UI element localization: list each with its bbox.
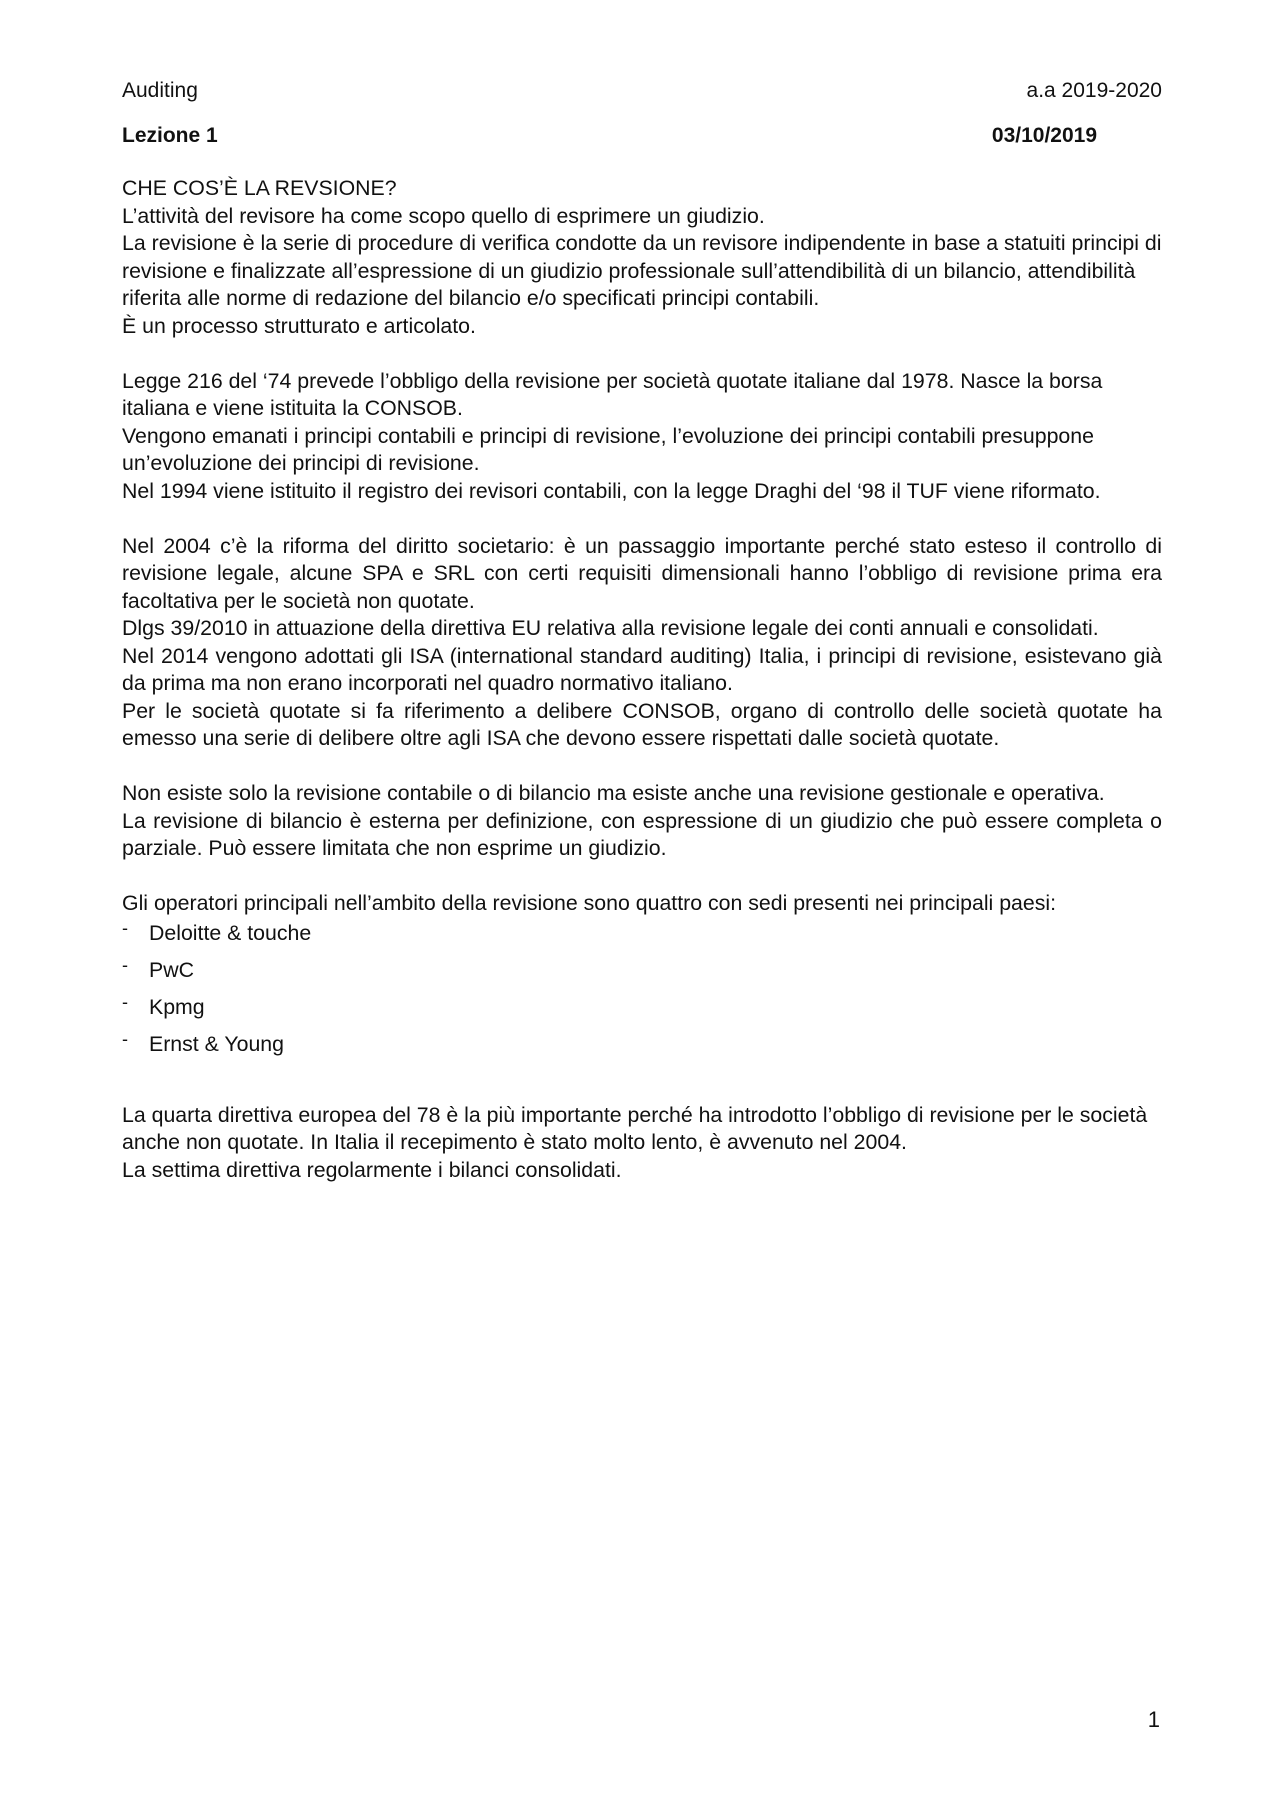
dash-marker: - [122, 991, 128, 1012]
text-line: Non esiste solo la revisione contabile o di bilancio ma esiste anche una revisione gestionale e operativa. [122, 781, 1105, 805]
list-item [122, 991, 1162, 1031]
academic-year: a.a 2019-2020 [1026, 79, 1162, 102]
text-line: Nel 2004 c’è la riforma del diritto societario: è un passaggio importante perché stato esteso il controllo di revisione legale, alcune SPA e SRL con certi requisiti dimensionali hanno l’obbligo di revisione prima era facoltativa per le società non quotate. [122, 533, 1162, 613]
lesson-title: Lezione 1 [122, 124, 218, 147]
dash-marker: - [122, 917, 128, 938]
text-line: Nel 2014 vengono adottati gli ISA (international standard auditing) Italia, i principi di revisione, esistevano già da prima ma non erano incorporati nel quadro normativo italiano. [122, 643, 1162, 695]
paragraph-types [122, 780, 1162, 863]
text-line: L’attività del revisore ha come scopo quello di esprimere un giudizio. [122, 203, 765, 228]
text-line: Nel 1994 viene istituito il registro dei revisori contabili, con la legge Draghi del ‘98 il TUF viene riformato. [122, 478, 1101, 503]
lesson-header [122, 123, 1097, 149]
list-item [122, 954, 1162, 994]
list-item [122, 917, 1162, 957]
paragraph-intro [122, 175, 1162, 340]
text-line: La revisione di bilancio è esterna per definizione, con espressione di un giudizio che può essere completa o parziale. Può essere limitata che non esprime un giudizio. [122, 808, 1162, 860]
paragraph-directives [122, 1102, 1162, 1185]
text-line: Per le società quotate si fa riferimento a delibere CONSOB, organo di controllo delle società quotate ha emesso una serie di delibere oltre agli ISA che devono essere rispettati dalle società quotate. [122, 698, 1162, 750]
firm-name: Ernst & Young [149, 1031, 284, 1056]
dash-marker: - [122, 954, 128, 975]
text-line: La revisione è la serie di procedure di verifica condotte da un revisore indipendente in base a statuiti principi di revisione e finalizzate all’espressione di un giudizio professionale sull’attendibilità di un bilancio, attendibilità riferita alle norme di redazione del bilancio e/o specificati principi contabili. [122, 231, 1162, 310]
text-line: Vengono emanati i principi contabili e principi di revisione, l’evoluzione dei principi contabili presuppone un’evoluzione dei principi di revisione. [122, 423, 1094, 475]
firm-list [122, 917, 1162, 1068]
dash-marker: - [122, 1028, 128, 1049]
text-line: Gli operatori principali nell’ambito della revisione sono quattro con sedi presenti nei principali paesi: [122, 891, 1057, 915]
firm-name: Deloitte & touche [149, 920, 312, 945]
text-line: La settima direttiva regolarmente i bilanci consolidati. [122, 1157, 622, 1182]
paragraph-reform [122, 533, 1162, 753]
list-item [122, 1028, 1162, 1068]
page-number: 1 [1147, 1707, 1160, 1732]
course-name: Auditing [122, 79, 198, 102]
section-heading: CHE COS’È LA REVSIONE? [122, 176, 397, 200]
firm-name: Kpmg [149, 994, 205, 1019]
text-line: È un processo strutturato e articolato. [122, 313, 476, 338]
lesson-date: 03/10/2019 [991, 124, 1097, 147]
firm-name: PwC [149, 957, 194, 982]
paragraph-operators [122, 890, 1162, 918]
page-header [122, 78, 1162, 104]
text-line: La quarta direttiva europea del 78 è la più importante perché ha introdotto l’obbligo di revisione per le società anche non quotate. In Italia il recepimento è stato molto lento, è avvenuto nel 2004. [122, 1102, 1148, 1154]
paragraph-history [122, 368, 1162, 506]
text-line: Legge 216 del ‘74 prevede l’obbligo della revisione per società quotate italiane dal 1978. Nasce la borsa italiana e viene istituita la CONSOB. [122, 368, 1103, 420]
document-body [122, 175, 1162, 1212]
text-line: Dlgs 39/2010 in attuazione della direttiva EU relativa alla revisione legale dei conti annuali e consolidati. [122, 616, 1099, 640]
